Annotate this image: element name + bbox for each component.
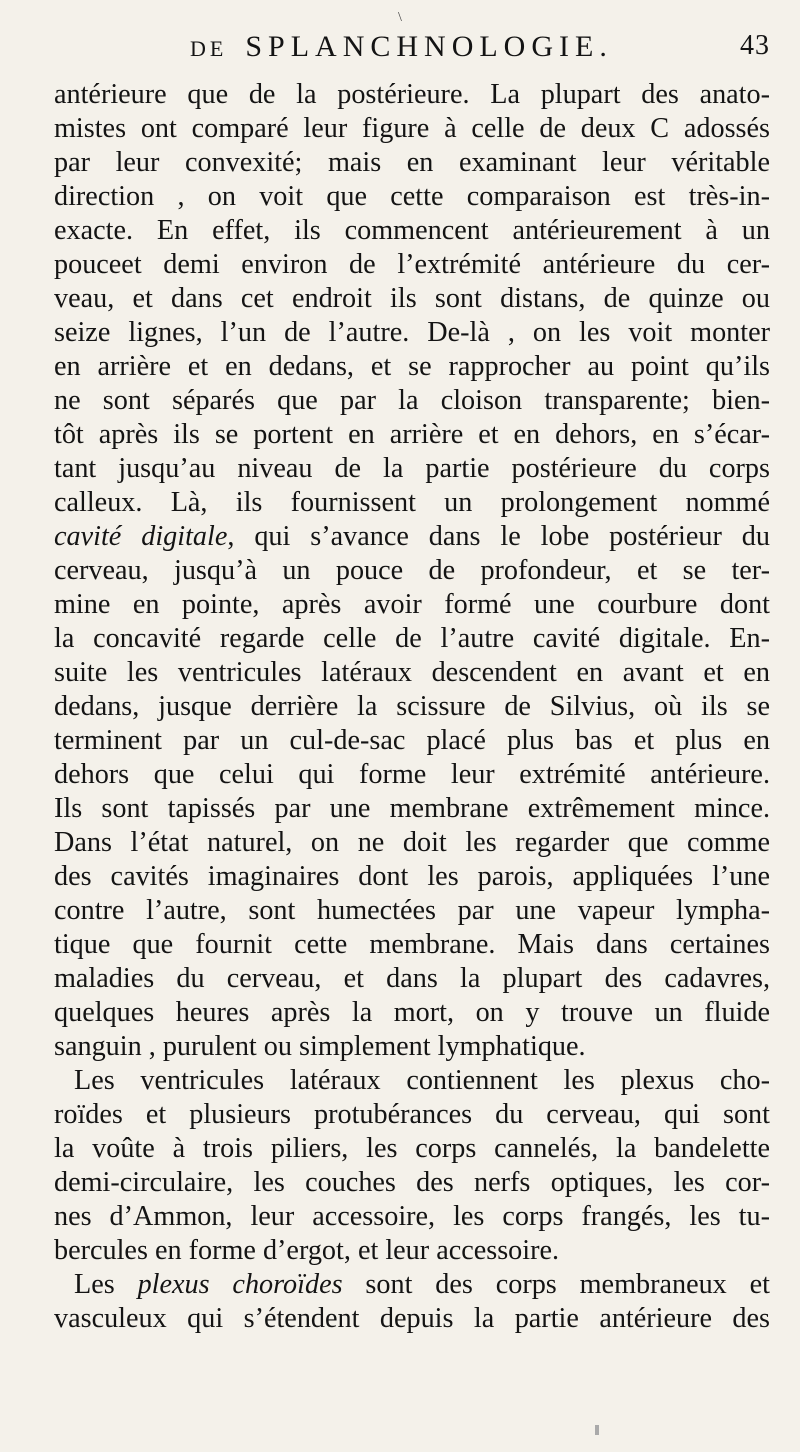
- text-line: [54, 1268, 770, 1302]
- text-run: la voûte à trois piliers, les corps cannelés, la bandelette: [54, 1133, 770, 1164]
- text-line: [54, 826, 770, 860]
- text-line: [54, 622, 770, 656]
- text-line: [54, 1234, 770, 1268]
- text-run: tique que fournit cette membrane. Mais dans certaines: [54, 929, 770, 960]
- text-run: bercules en forme d’ergot, et leur accessoire.: [54, 1235, 560, 1266]
- text-run: des cavités imaginaires dont les parois, appliquées l’une: [54, 861, 770, 892]
- top-mark: \: [398, 10, 402, 25]
- text-run: direction , on voit que cette comparaison est très-in-: [54, 181, 770, 212]
- text-line: [54, 894, 770, 928]
- text-run: seize lignes, l’un de l’autre. De-là , on les voit monter: [54, 317, 770, 348]
- text-line: [54, 316, 770, 350]
- text-line: [54, 724, 770, 758]
- text-run: exacte. En effet, ils commencent antérieurement à un: [54, 215, 770, 246]
- text-run: Les ventricules latéraux contiennent les plexus cho-: [74, 1065, 770, 1096]
- text-run: mistes ont comparé leur figure à celle de deux C adossés: [54, 113, 770, 144]
- text-run: Ils sont tapissés par une membrane extrêmement mince.: [54, 793, 770, 824]
- text-line: [54, 792, 770, 826]
- italic-term: plexus choroïdes: [137, 1269, 343, 1300]
- ink-smudge: [595, 1425, 599, 1435]
- text-line: [54, 656, 770, 690]
- text-line: [54, 248, 770, 282]
- text-line: [54, 418, 770, 452]
- text-run: sanguin , purulent ou simplement lymphatique.: [54, 1031, 586, 1062]
- text-run: vasculeux qui s’étendent depuis la partie antérieure des: [54, 1303, 770, 1334]
- text-line: [54, 1166, 770, 1200]
- body-text: [54, 78, 770, 1336]
- text-run: , qui s’avance dans le lobe postérieur du: [227, 521, 770, 552]
- text-line: [54, 588, 770, 622]
- text-run: calleux. Là, ils fournissent un prolongement nommé: [54, 487, 770, 518]
- text-run: dehors que celui qui forme leur extrémité antérieure.: [54, 759, 770, 790]
- text-run: veau, et dans cet endroit ils sont distans, de quinze ou: [54, 283, 770, 314]
- text-line: [54, 690, 770, 724]
- text-line: [54, 928, 770, 962]
- text-line: [54, 1030, 770, 1064]
- italic-term: cavité digitale: [54, 521, 228, 552]
- text-run: par leur convexité; mais en examinant leur véritable: [54, 147, 770, 178]
- text-run: sont des corps membraneux et: [342, 1269, 770, 1300]
- text-run: contre l’autre, sont humectées par une vapeur lympha-: [54, 895, 770, 926]
- page-number: 43: [740, 30, 770, 61]
- text-line: [54, 486, 770, 520]
- text-line: [54, 1132, 770, 1166]
- text-line: [54, 350, 770, 384]
- text-run: mine en pointe, après avoir formé une courbure dont: [54, 589, 770, 620]
- text-run: suite les ventricules latéraux descendent en avant et en: [54, 657, 770, 688]
- text-line: [54, 1064, 770, 1098]
- text-line: [54, 554, 770, 588]
- text-line: [54, 384, 770, 418]
- text-run: tant jusqu’au niveau de la partie postérieure du corps: [54, 453, 770, 484]
- text-run: ne sont séparés que par la cloison transparente; bien-: [54, 385, 770, 416]
- text-line: [54, 860, 770, 894]
- text-run: en arrière et en dedans, et se rapprocher au point qu’ils: [54, 351, 770, 382]
- text-run: Les: [74, 1269, 138, 1300]
- running-head-prefix: DE: [190, 36, 228, 61]
- text-run: nes d’Ammon, leur accessoire, les corps frangés, les tu-: [54, 1201, 770, 1232]
- text-run: demi-circulaire, les couches des nerfs optiques, les cor-: [54, 1167, 770, 1198]
- running-head-title: SPLANCHNOLOGIE.: [245, 30, 613, 63]
- text-run: tôt après ils se portent en arrière et en dehors, en s’écar-: [54, 419, 770, 450]
- text-run: dedans, jusque derrière la scissure de Silvius, où ils se: [54, 691, 770, 722]
- text-line: [54, 962, 770, 996]
- text-line: [54, 214, 770, 248]
- text-run: Dans l’état naturel, on ne doit les regarder que comme: [54, 827, 770, 858]
- text-line: [54, 146, 770, 180]
- text-line: [54, 758, 770, 792]
- text-line: [54, 1098, 770, 1132]
- text-run: pouceet demi environ de l’extrémité antérieure du cer-: [54, 249, 770, 280]
- text-line: [54, 282, 770, 316]
- text-run: la concavité regarde celle de l’autre cavité digitale. En-: [54, 623, 770, 654]
- text-run: maladies du cerveau, et dans la plupart des cadavres,: [54, 963, 770, 994]
- text-run: terminent par un cul-de-sac placé plus bas et plus en: [54, 725, 770, 756]
- text-line: [54, 520, 770, 554]
- text-run: quelques heures après la mort, on y trouve un fluide: [54, 997, 770, 1028]
- text-line: [54, 996, 770, 1030]
- text-line: [54, 180, 770, 214]
- text-line: [54, 1200, 770, 1234]
- text-run: roïdes et plusieurs protubérances du cerveau, qui sont: [54, 1099, 770, 1130]
- text-line: [54, 452, 770, 486]
- running-head: [190, 30, 770, 70]
- text-run: cerveau, jusqu’à un pouce de profondeur, et se ter-: [54, 555, 770, 586]
- text-run: antérieure que de la postérieure. La plupart des anato-: [54, 79, 770, 110]
- text-line: [54, 1302, 770, 1336]
- text-line: [54, 78, 770, 112]
- text-line: [54, 112, 770, 146]
